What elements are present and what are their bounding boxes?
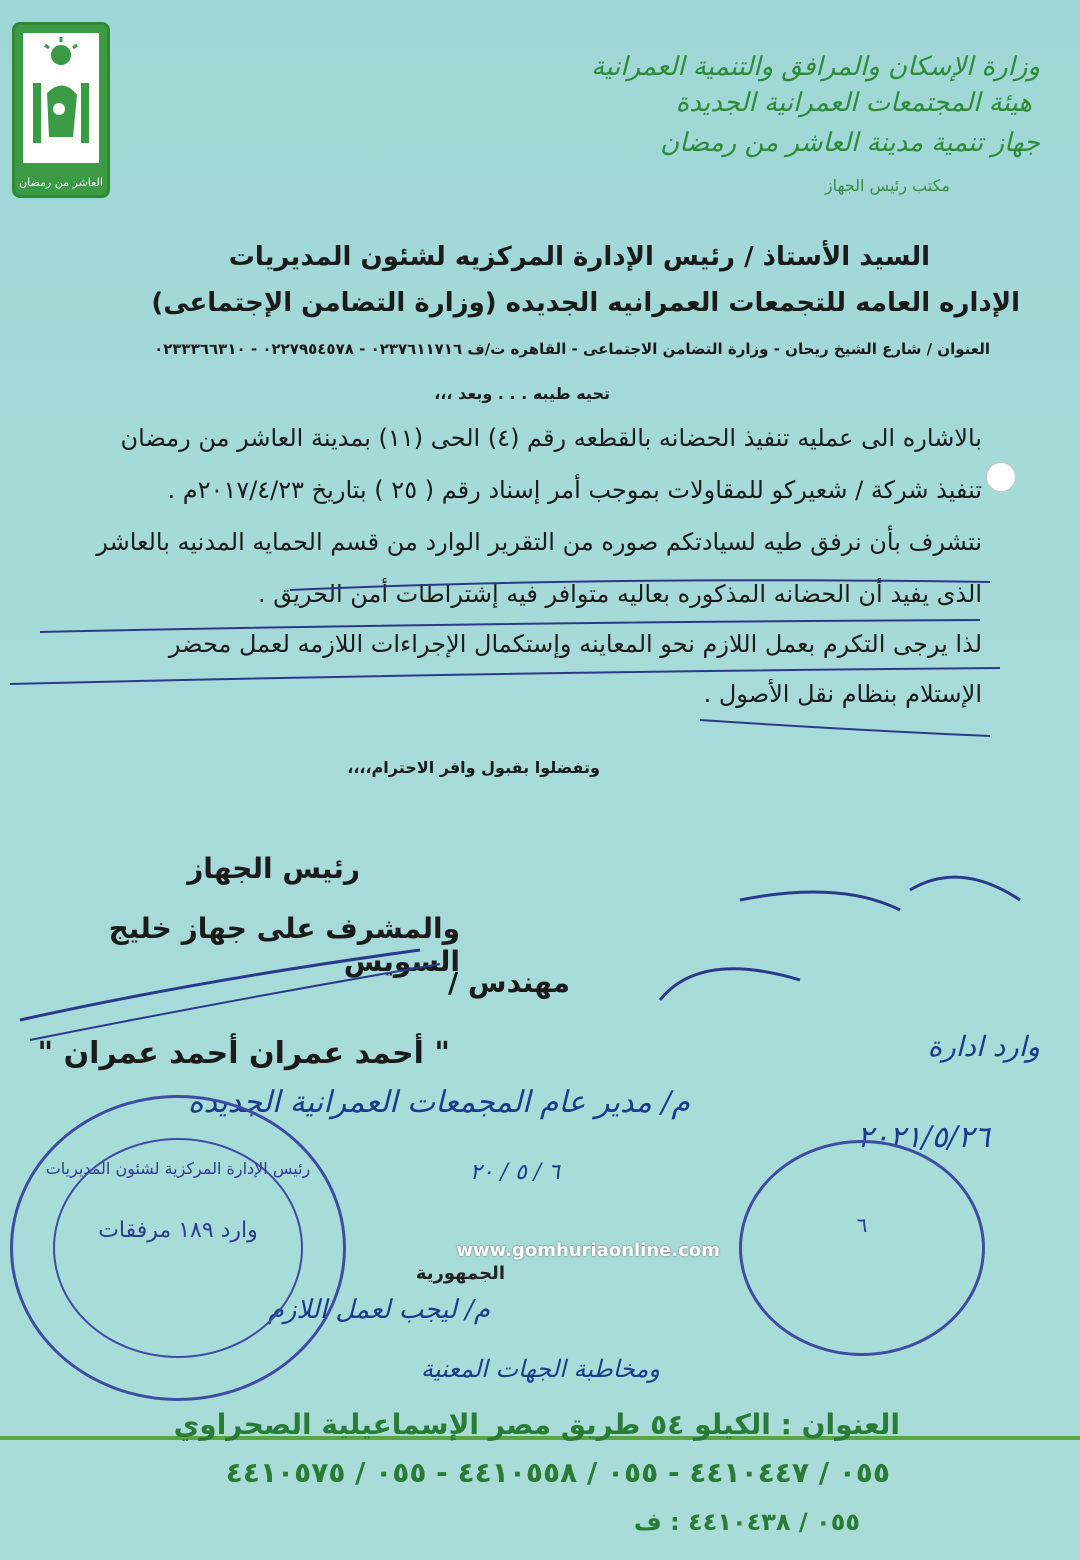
signatory-title: رئيس الجهاز	[187, 852, 360, 885]
footer-phones: ٠٥٥ / ٤٤١٠٤٤٧ - ٠٥٥ / ٤٤١٠٥٥٨ - ٠٥٥ / ٤٤١٠٥٧٥	[225, 1456, 890, 1489]
closing-line: وتفضلوا بقبول وافر الاحترام،،،،	[347, 758, 600, 777]
body-paragraph: لذا يرجى التكرم بعمل اللازم نحو المعاينه وإستكمال الإجراءات اللازمه لعمل محضر	[168, 630, 982, 658]
official-stamp-left	[10, 1095, 346, 1401]
letterhead-ministry: وزارة الإسكان والمرافق والتنمية العمرانية	[591, 52, 1040, 82]
body-paragraph: نتشرف بأن نرفق طيه لسيادتكم صوره من التقرير الوارد من قسم الحمايه المدنيه بالعاشر	[96, 528, 982, 556]
handwritten-note: م/ ليجب لعمل اللازم	[267, 1295, 490, 1325]
logo-emblem-icon	[23, 33, 99, 163]
body-paragraph: الإستلام بنظام نقل الأصول .	[703, 680, 982, 708]
greeting: تحيه طيبه . . . وبعد ،،،	[434, 384, 610, 403]
footer-address: العنوان : الكيلو ٥٤ طريق مصر الإسماعيلية الصحراوي	[173, 1408, 900, 1441]
handwritten-signature	[0, 840, 1080, 1080]
signatory-name: " أحمد عمران أحمد عمران "	[37, 1036, 450, 1071]
city-logo	[12, 22, 110, 198]
letterhead-agency: جهاز تنمية مدينة العاشر من رمضان	[660, 128, 1040, 158]
footer-fax: ٠٥٥ / ٤٤١٠٤٣٨ : ف	[633, 1508, 860, 1536]
handwritten-note: م/ مدير عام المجمعات العمرانية الجديدة	[187, 1085, 690, 1120]
signatory-role: والمشرف على جهاز خليج السويس	[108, 912, 460, 978]
handwritten-incoming: وارد ادارة	[927, 1030, 1040, 1063]
handwritten-date: ٦ / ٥ / ٢٠	[469, 1160, 560, 1185]
pen-underlines	[0, 560, 1080, 760]
body-paragraph: بالاشاره الى عمليه تنفيذ الحضانه بالقطعه رقم (٤) الحى (١١) بمدينة العاشر من رمضان	[120, 424, 982, 452]
addressee-department: الإداره العامه للتجمعات العمرانيه الجديده (وزارة التضامن الإجتماعى)	[151, 288, 1020, 318]
handwritten-date: ٢٠٢١/٥/٢٦	[856, 1120, 990, 1155]
watermark-url: www.gomhuriaonline.com	[456, 1240, 720, 1261]
addressee-title: السيد الأستاذ / رئيس الإدارة المركزيه لشئون المديريات	[228, 242, 930, 272]
logo-caption: العاشر من رمضان	[19, 176, 103, 189]
letterhead-office: مكتب رئيس الجهاز	[824, 176, 950, 195]
watermark-brand: الجمهورية	[415, 1263, 505, 1284]
signatory-prefix: مهندس /	[447, 966, 570, 999]
letterhead-authority: هيئة المجتمعات العمرانية الجديدة	[675, 88, 1032, 118]
addressee-address: العنوان / شارع الشيخ ريحان - وزارة التضامن الاجتماعى - القاهره ت/ف ٠٢٣٧٦١١٧١٦ - ٠٢٢٧٩٥٤٥٧٨ - ٠٢٣٣٣٦٦٣١٠	[154, 340, 990, 358]
handwritten-note: ومخاطبة الجهات المعنية	[421, 1355, 660, 1383]
body-paragraph: الذى يفيد أن الحضانه المذكوره بعاليه متوافر فيه إشتراطات أمن الحريق .	[257, 580, 982, 608]
stamp-text: ٦	[856, 1213, 868, 1237]
official-stamp-right	[739, 1140, 985, 1356]
body-paragraph: تنفيذ شركة / شعيركو للمقاولات بموجب أمر إسناد رقم ( ٢٥ ) بتاريخ ٢٠١٧/٤/٢٣م .	[167, 476, 982, 504]
stamp-text: رئيس الإدارة المركزية لشئون المديريات وارد ١٨٩ مرفقات	[45, 1159, 311, 1243]
punch-hole	[986, 462, 1016, 492]
